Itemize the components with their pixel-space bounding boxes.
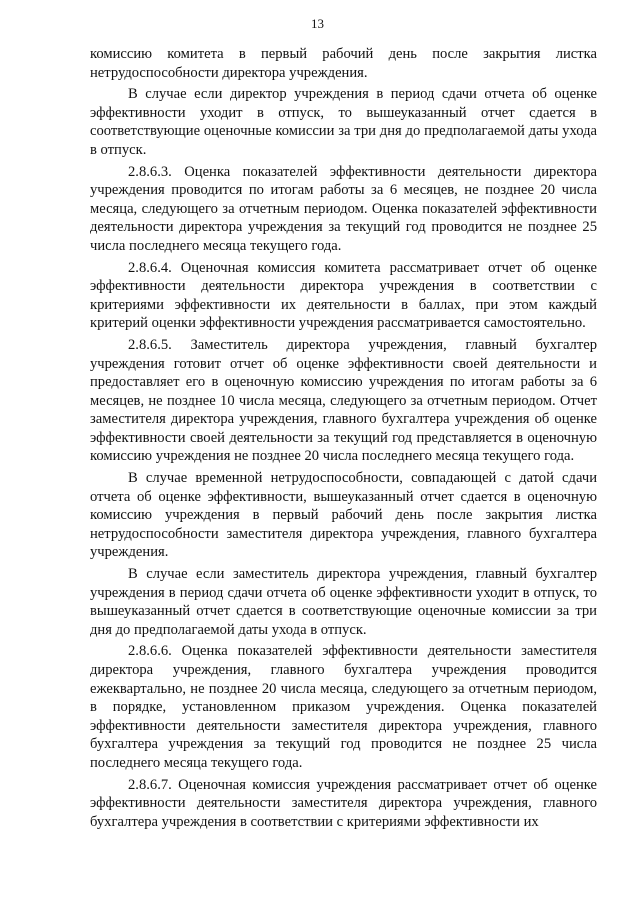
paragraph-2-8-6-3: 2.8.6.3. Оценка показателей эффективности деятельности директора учреждения проводится по итогам работы за 6 месяцев, не позднее 20 числа месяца, следующего за отчетным периодом. Оценка показателей эффективности деятельности директора учреждения за текущий год проводится не позднее 25 числа последнего месяца текущего года. (90, 163, 597, 254)
paragraph-2-8-6-4: 2.8.6.4. Оценочная комиссия комитета рассматривает отчет об оценке эффективности деятельности директора учреждения в соответствии с критериями эффективности их деятельности в баллах, при этом каждый критерий оценки эффективности учреждения рассматривается самостоятельно. (90, 259, 597, 332)
paragraph-2-8-6-5: 2.8.6.5. Заместитель директора учреждения, главный бухгалтер учреждения готовит отчет об оценке эффективности своей деятельности и предоставляет его в оценочную комиссию учреждения по итогам работы за 6 месяцев, не позднее 10 числа месяца, следующего за отчетным периодом. Отчет заместителя директора учреждения, главного бухгалтера учреждения об оценке эффективности своей деятельности за текущий год представляется в оценочную комиссию учреждения не позднее 20 числа последнего месяца текущего года. (90, 336, 597, 465)
document-body (90, 45, 597, 834)
paragraph-2-8-6-6: 2.8.6.6. Оценка показателей эффективности деятельности заместителя директора учреждения, главного бухгалтера учреждения проводится ежеквартально, не позднее 20 числа месяца, следующего за отчетным периодом, в порядке, установленном приказом учреждения. Оценка показателей эффективности деятельности заместителя директора учреждения, главного бухгалтера учреждения за текущий год проводится не позднее 25 числа последнего месяца текущего года. (90, 643, 597, 771)
paragraph-2-8-6-7: 2.8.6.7. Оценочная комиссия учреждения рассматривает отчет об оценке эффективности деятельности заместителя директора учреждения, главного бухгалтера учреждения в соответствии с критериями эффективности их (90, 776, 597, 830)
paragraph-temporary-disability: В случае временной нетрудоспособности, совпадающей с датой сдачи отчета об оценке эффективности, вышеуказанный отчет сдается в оценочную комиссию учреждения в первый рабочий день после закрытия листка нетрудоспособности заместителя директора учреждения, главного бухгалтера учреждения. (90, 470, 597, 561)
paragraph-continuation: комиссию комитета в первый рабочий день после закрытия листка нетрудоспособности директора учреждения. (90, 46, 597, 81)
paragraph-deputy-vacation: В случае если заместитель директора учреждения, главный бухгалтер учреждения в период сдачи отчета об оценке эффективности уходит в отпуск, то вышеуказанный отчет сдается в соответствующие оценочные комиссии за три дня до предполагаемой даты ухода в отпуск. (90, 566, 597, 638)
paragraph-director-vacation: В случае если директор учреждения в период сдачи отчета об оценке эффективности уходит в отпуск, то вышеуказанный отчет сдается в соответствующие оценочные комиссии за три дня до предполагаемой даты ухода в отпуск. (90, 86, 597, 158)
page-number: 13 (311, 16, 324, 31)
